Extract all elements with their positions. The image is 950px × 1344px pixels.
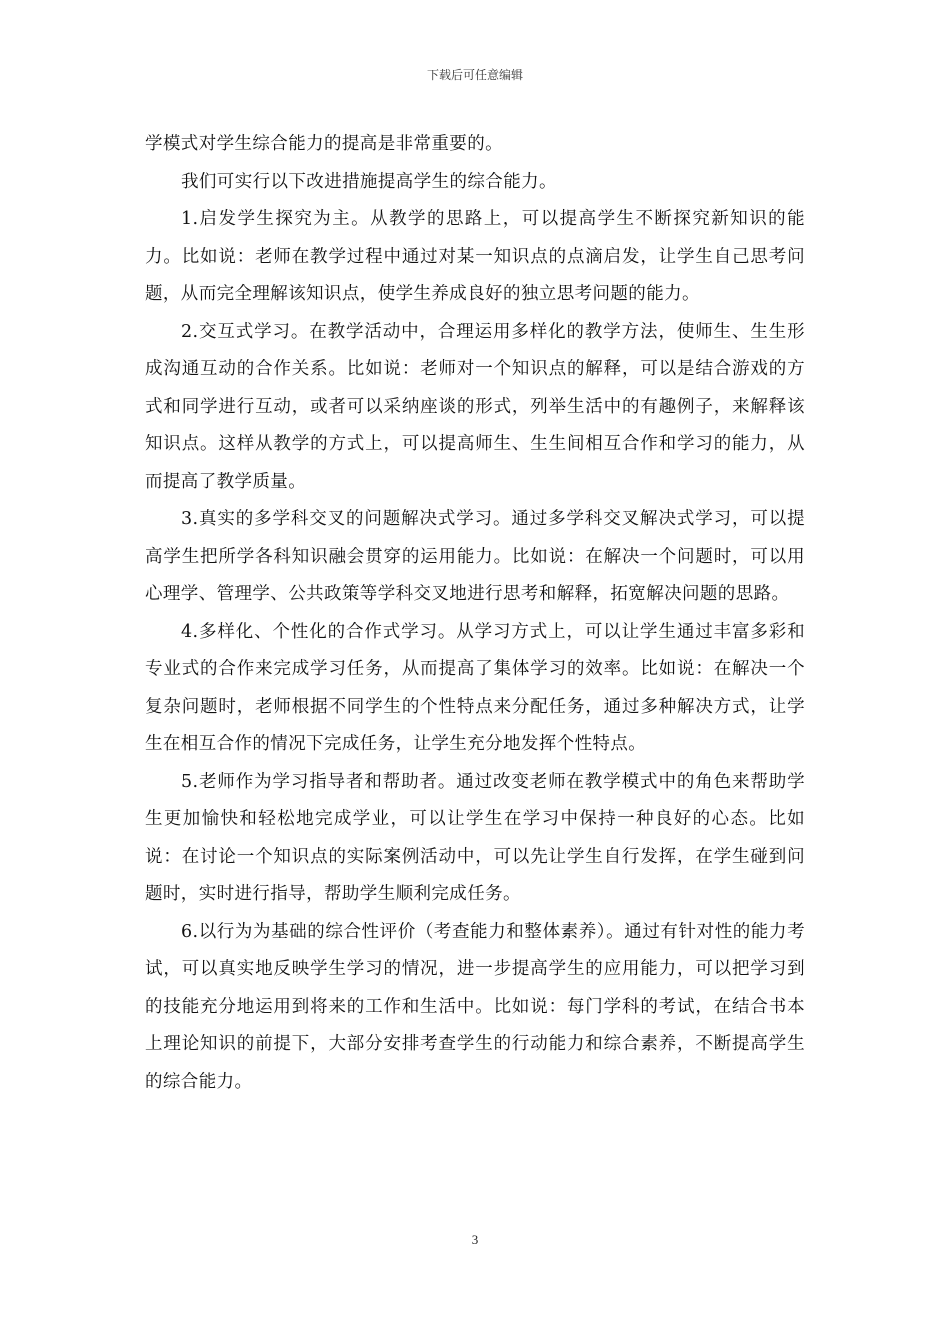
page-number: 3 xyxy=(471,1232,479,1247)
paragraph-item-4: 4.多样化、个性化的合作式学习。从学习方式上，可以让学生通过丰富多彩和专业式的合作来完成学习任务，从而提高了集体学习的效率。比如说：在解决一个复杂问题时，老师根据不同学生的个性特点来分配任务，通过多种解决方式，让学生在相互合作的情况下完成任务，让学生充分地发挥个性特点。 xyxy=(145,621,805,754)
paragraph-continuation: 学模式对学生综合能力的提高是非常重要的。 xyxy=(145,134,503,154)
paragraph-item-3: 3.真实的多学科交叉的问题解决式学习。通过多学科交叉解决式学习，可以提高学生把所学各科知识融会贯穿的运用能力。比如说：在解决一个问题时，可以用心理学、管理学、公共政策等学科交叉地进行思考和解释，拓宽解决问题的思路。 xyxy=(145,509,805,604)
paragraph-item-5: 5.老师作为学习指导者和帮助者。通过改变老师在教学模式中的角色来帮助学生更加愉快和轻松地完成学业，可以让学生在学习中保持一种良好的心态。比如说：在讨论一个知识点的实际案例活动中，可以先让学生自行发挥，在学生碰到问题时，实时进行指导，帮助学生顺利完成任务。 xyxy=(145,771,805,904)
paragraph-item-1: 1.启发学生探究为主。从教学的思路上，可以提高学生不断探究新知识的能力。比如说：老师在教学过程中通过对某一知识点的点滴启发，让学生自己思考问题，从而完全理解该知识点，使学生养成良好的独立思考问题的能力。 xyxy=(145,209,805,304)
paragraph-item-2: 2.交互式学习。在教学活动中，合理运用多样化的教学方法，使师生、生生形成沟通互动的合作关系。比如说：老师对一个知识点的解释，可以是结合游戏的方式和同学进行互动，或者可以采纳座谈的形式，列举生活中的有趣例子，来解释该知识点。这样从教学的方式上，可以提高师生、生生间相互合作和学习的能力，从而提高了教学质量。 xyxy=(145,321,805,492)
paragraph-intro: 我们可实行以下改进措施提高学生的综合能力。 xyxy=(181,171,557,192)
paragraph-item-6: 6.以行为为基础的综合性评价（考查能力和整体素养）。通过有针对性的能力考试，可以真实地反映学生学习的情况，进一步提高学生的应用能力，可以把学习到的技能充分地运用到将来的工作和生活中。比如说：每门学科的考试，在结合书本上理论知识的前提下，大部分安排考查学生的行动能力和综合素养，不断提高学生的综合能力。 xyxy=(145,921,805,1092)
document-body xyxy=(145,126,805,1101)
page-header: 下载后可任意编辑 xyxy=(426,68,523,82)
